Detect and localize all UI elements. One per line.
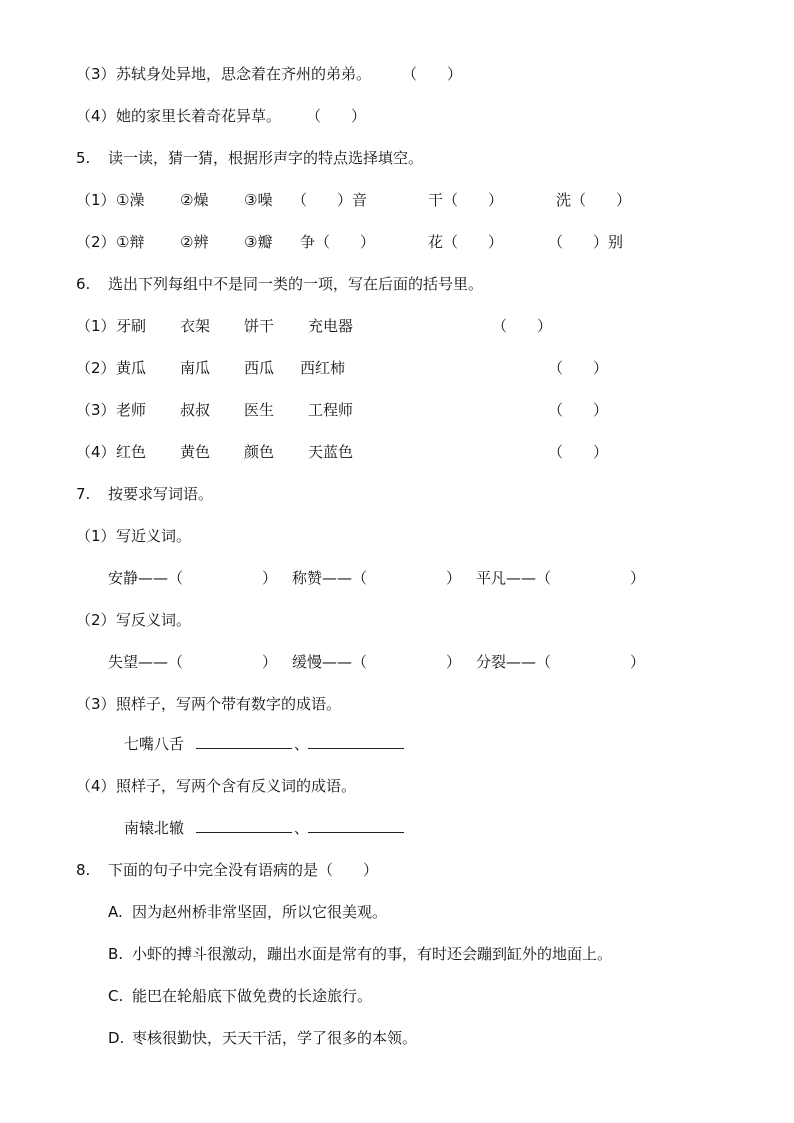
- blank-3[interactable]: （ ）别: [548, 233, 624, 251]
- word-1: 牙刷: [116, 317, 147, 335]
- word-2: 黄色: [180, 443, 211, 461]
- blank-1[interactable]: 争（ ）: [300, 233, 376, 251]
- option-2: ②辨: [180, 233, 209, 251]
- example-idiom: 七嘴八舌: [124, 735, 185, 753]
- blank-3[interactable]: 洗（ ）: [556, 191, 632, 209]
- item-number: （1）: [76, 527, 116, 545]
- answer-paren[interactable]: （ ）: [548, 401, 609, 419]
- word-1: 黄瓜: [116, 359, 147, 377]
- question-number: 6.: [76, 275, 91, 293]
- example-idiom: 南辕北辙: [124, 819, 185, 837]
- option-1: ①澡: [116, 191, 145, 209]
- word-2: 衣架: [180, 317, 211, 335]
- antonym-c-end: ）: [630, 653, 646, 671]
- answer-blank-1[interactable]: [196, 818, 292, 833]
- answer-paren[interactable]: （ ）: [548, 443, 609, 461]
- antonym-b: 缓慢——（: [292, 653, 368, 671]
- answer-paren[interactable]: （ ）: [306, 107, 367, 125]
- synonym-c-end: ）: [630, 569, 646, 587]
- question-number: 7.: [76, 485, 91, 503]
- word-2: 叔叔: [180, 401, 211, 419]
- item-text: 写近义词。: [116, 527, 192, 545]
- word-3: 饼干: [244, 317, 275, 335]
- option-text: 能巴在轮船底下做免费的长途旅行。: [132, 987, 373, 1005]
- answer-blank-2[interactable]: [308, 734, 404, 749]
- question-number: 5.: [76, 149, 91, 167]
- blank-2[interactable]: 花（ ）: [428, 233, 504, 251]
- answer-paren[interactable]: （ ）: [548, 359, 609, 377]
- item-number: （4）: [76, 107, 116, 125]
- word-2: 南瓜: [180, 359, 211, 377]
- item-number: （1）: [76, 191, 116, 209]
- option-label: A.: [108, 903, 123, 921]
- word-3: 西瓜: [244, 359, 275, 377]
- word-1: 红色: [116, 443, 147, 461]
- blank-1[interactable]: （ ）音: [292, 191, 368, 209]
- option-3: ③噪: [244, 191, 273, 209]
- item-text: 照样子，写两个含有反义词的成语。: [116, 777, 357, 795]
- separator: 、: [294, 819, 310, 837]
- blank-2[interactable]: 干（ ）: [428, 191, 504, 209]
- item-number: （3）: [76, 65, 116, 83]
- item-number: （2）: [76, 233, 116, 251]
- item-number: （4）: [76, 777, 116, 795]
- option-text: 因为赵州桥非常坚固，所以它很美观。: [132, 903, 388, 921]
- word-4: 西红柿: [300, 359, 346, 377]
- answer-blank-2[interactable]: [308, 818, 404, 833]
- item-number: （3）: [76, 401, 116, 419]
- antonym-a: 失望——（: [108, 653, 184, 671]
- word-4: 天蓝色: [308, 443, 354, 461]
- option-text: 小虾的搏斗很激动，蹦出水面是常有的事，有时还会蹦到缸外的地面上。: [132, 945, 613, 963]
- question-text: 按要求写词语。: [108, 485, 214, 503]
- question-text: 选出下列每组中不是同一类的一项，写在后面的括号里。: [108, 275, 484, 293]
- item-text: 写反义词。: [116, 611, 192, 629]
- word-3: 医生: [244, 401, 275, 419]
- item-number: （3）: [76, 695, 116, 713]
- synonym-a-end: ）: [262, 569, 278, 587]
- word-1: 老师: [116, 401, 147, 419]
- word-4: 工程师: [308, 401, 354, 419]
- option-text: 枣核很勤快，天天干活，学了很多的本领。: [132, 1029, 418, 1047]
- question-text: 下面的句子中完全没有语病的是（ ）: [108, 861, 379, 879]
- option-label: B.: [108, 945, 124, 963]
- option-2: ②燥: [180, 191, 209, 209]
- option-label: D.: [108, 1029, 125, 1047]
- antonym-a-end: ）: [262, 653, 278, 671]
- item-number: （1）: [76, 317, 116, 335]
- answer-paren[interactable]: （ ）: [492, 317, 553, 335]
- antonym-c: 分裂——（: [476, 653, 552, 671]
- item-text: 她的家里长着奇花异草。: [116, 107, 282, 125]
- synonym-c: 平凡——（: [476, 569, 552, 587]
- synonym-b-end: ）: [446, 569, 462, 587]
- answer-blank-1[interactable]: [196, 734, 292, 749]
- option-3: ③瓣: [244, 233, 273, 251]
- separator: 、: [294, 735, 310, 753]
- item-number: （4）: [76, 443, 116, 461]
- item-text: 苏轼身处异地，思念着在齐州的弟弟。: [116, 65, 372, 83]
- item-text: 照样子，写两个带有数字的成语。: [116, 695, 342, 713]
- question-text: 读一读，猜一猜，根据形声字的特点选择填空。: [108, 149, 424, 167]
- word-4: 充电器: [308, 317, 354, 335]
- option-label: C.: [108, 987, 124, 1005]
- word-3: 颜色: [244, 443, 275, 461]
- option-1: ①辩: [116, 233, 145, 251]
- synonym-b: 称赞——（: [292, 569, 368, 587]
- answer-paren[interactable]: （ ）: [402, 65, 463, 83]
- synonym-a: 安静——（: [108, 569, 184, 587]
- antonym-b-end: ）: [446, 653, 462, 671]
- item-number: （2）: [76, 611, 116, 629]
- item-number: （2）: [76, 359, 116, 377]
- question-number: 8.: [76, 861, 91, 879]
